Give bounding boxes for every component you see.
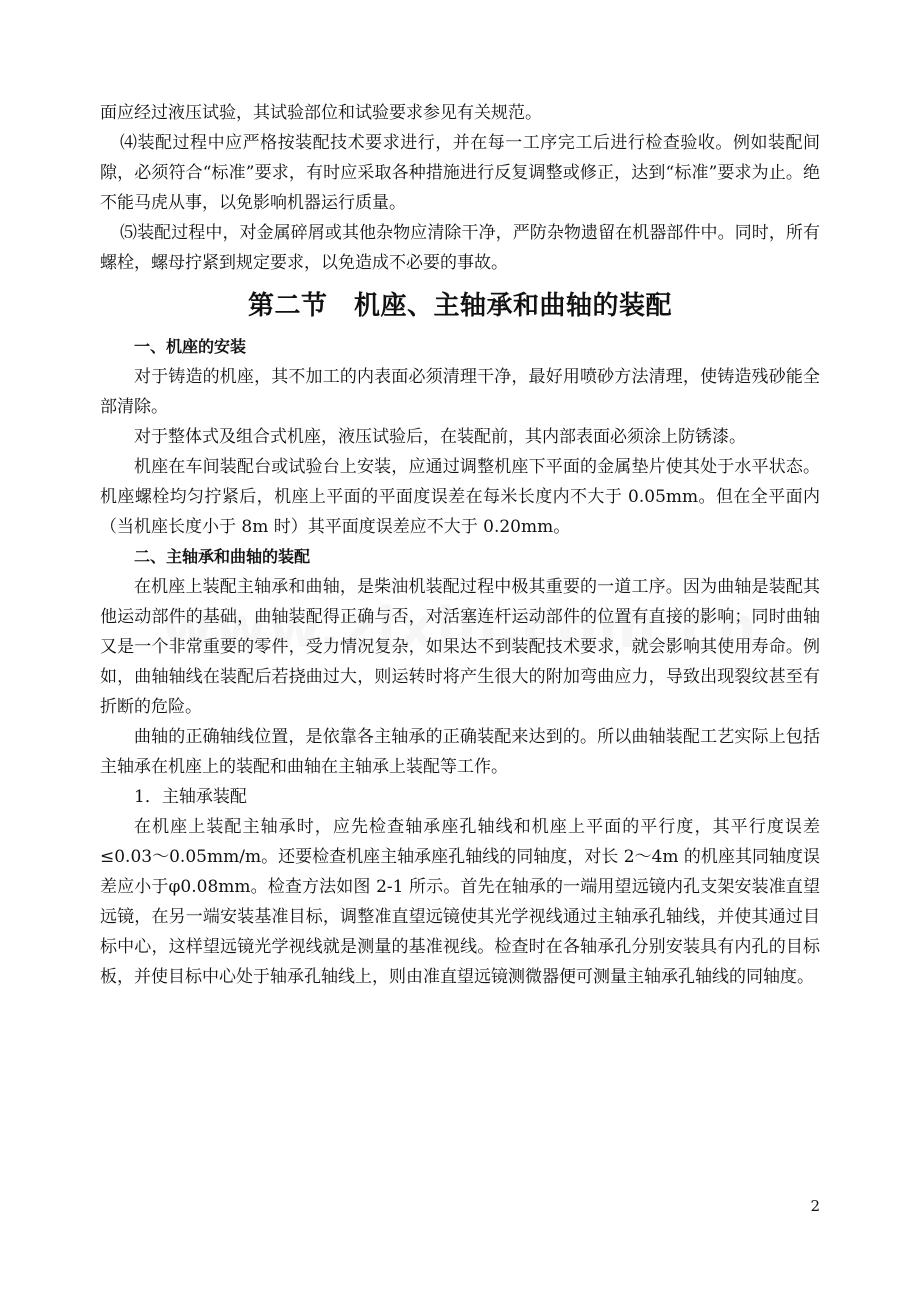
subsection-heading-bearing-crankshaft: 二、主轴承和曲轴的装配 [134,547,311,566]
paragraph: 机座在车间装配台或试验台上安装，应通过调整机座下平面的金属垫片使其处于水平状态。机座螺栓均匀拧紧后，机座上平面的平面度误差在每米长度内不大于 0.05mm。但在全平面内（当机座长度小于 8m 时）其平面度误差应不大于 0.20mm。 [100,457,820,537]
section-title: 第二节 机座、主轴承和曲轴的装配 [247,291,672,321]
paragraph: 曲轴的正确轴线位置，是依靠各主轴承的正确装配来达到的。所以曲轴装配工艺实际上包括主轴承在机座上的装配和曲轴在主轴承上装配等工作。 [100,727,820,777]
item-heading-main-bearing: 1．主轴承装配 [134,787,247,807]
paragraph: 在机座上装配主轴承和曲轴，是柴油机装配过程中极其重要的一道工序。因为曲轴是装配其他运动部件的基础，曲轴装配得正确与否，对活塞连杆运动部件的位置有直接的影响；同时曲轴又是一个非常重要的零件，受力情况复杂，如果达不到装配技术要求，就会影响其使用寿命。例如，曲轴轴线在装配后若挠曲过大，则运转时将产生很大的附加弯曲应力，导致出现裂纹甚至有折断的危险。 [100,577,820,717]
paragraph: 在机座上装配主轴承时，应先检查轴承座孔轴线和机座上平面的平行度，其平行度误差≤0.03～0.05mm/m。还要检查机座主轴承座孔轴线的同轴度，对长 2～4m 的机座其同轴度误差应小于φ0.08mm。检查方法如图 2-1 所示。首先在轴承的一端用望远镜内孔支架安装准直望远镜，在另一端安装基准目标，调整准直望远镜使其光学视线通过主轴承孔轴线，并使其通过目标中心，这样望远镜光学视线就是测量的基准视线。检查时在各轴承孔分别安装具有内孔的目标板，并使目标中心处于轴承孔轴线上，则由准直望远镜测微器便可测量主轴承孔轴线的同轴度。 [100,817,820,987]
paragraph-item-5: ⑸装配过程中，对金属碎屑或其他杂物应清除干净，严防杂物遗留在机器部件中。同时，所有螺栓，螺母拧紧到规定要求，以免造成不必要的事故。 [100,223,820,273]
paragraph: 对于整体式及组合式机座，液压试验后，在装配前，其内部表面必须涂上防锈漆。 [134,427,746,447]
document-page [100,98,820,992]
paragraph-continuation: 面应经过液压试验，其试验部位和试验要求参见有关规范。 [100,103,542,123]
subsection-heading-base-install: 一、机座的安装 [134,337,247,356]
paragraph-item-4: ⑷装配过程中应严格按装配技术要求进行，并在每一工序完工后进行检查验收。例如装配间隙，必须符合“标准”要求，有时应采取各种措施进行反复调整或修正，达到“标准”要求为止。绝不能马虎从事，以免影响机器运行质量。 [100,133,820,213]
paragraph: 对于铸造的机座，其不加工的内表面必须清理干净，最好用喷砂方法清理，使铸造残砂能全部清除。 [100,367,820,417]
page-number: 2 [810,1197,820,1215]
